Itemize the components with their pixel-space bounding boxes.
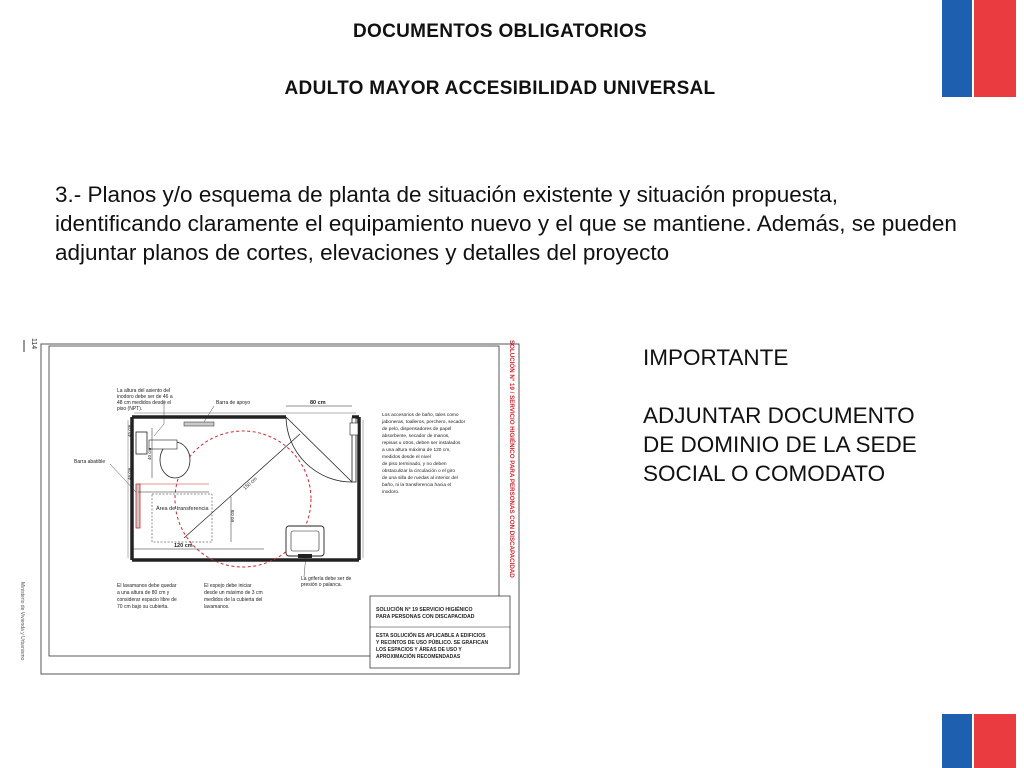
important-line: ADJUNTAR DOCUMENTO <box>643 403 915 428</box>
transfer-area-label: Área de transferencia <box>156 506 209 512</box>
note-sink: El lavamanos debe quedar a una altura de 80 cm y considerar espacio libre de 70 cm bajo su cubierta. <box>117 583 177 610</box>
page-title: DOCUMENTOS OBLIGATORIOS <box>352 21 648 42</box>
note-support-bar: Barra de apoyo <box>216 400 251 406</box>
title-block-description: ESTA SOLUCIÓN ES APLICABLE A EDIFICIOS Y RECINTOS DE USO PÚBLICO. SE GRAFICAN LOS ESPACIOS Y ÁREAS DE USO Y APROXIMACIÓN RECOMENDADAS <box>376 633 489 660</box>
dim-80-label: 80 cm <box>310 400 326 406</box>
floor-plan-drawing <box>14 332 524 677</box>
plan-page-number: 114 <box>30 338 37 350</box>
dim-120-label: 120 cm <box>174 543 193 549</box>
important-line: SOCIAL O COMODATO <box>643 461 886 486</box>
note-faucet: La grifería debe ser de presión o palanca. <box>301 576 352 588</box>
title-block-heading: SOLUCIÓN N° 19 SERVICIO HIGIÉNICO PARA PERSONAS CON DISCAPACIDAD <box>376 607 475 620</box>
note-seat-height: La altura del asiento del inodoro debe ser de 46 a 48 cm medidos desde el piso (NPT). <box>117 388 173 412</box>
important-heading: IMPORTANTE <box>643 345 789 370</box>
dim-46-label: 46 cm <box>127 467 132 480</box>
flag-decoration-bottom <box>942 714 1016 768</box>
page-subtitle: ADULTO MAYOR ACCESIBILIDAD UNIVERSAL <box>284 78 716 99</box>
plan-side-title: SOLUCIÓN N° 19 / SERVICIO HIGIÉNICO PARA PERSONAS CON DISCAPACIDAD <box>508 340 515 578</box>
note-folding-bar: Barra abatible <box>74 459 106 465</box>
dim-60-label: 60 cm <box>230 509 235 522</box>
body-paragraph: 3.- Planos y/o esquema de planta de situación existente y situación propuesta, identificando claramente el equipamiento nuevo y el que se mantiene. Además, se pueden adjuntar planos de cortes, elevaciones y detalles del proyecto <box>55 182 957 265</box>
dim-40-label: 40 cm <box>147 447 152 460</box>
plan-credit: Ministerio de Vivienda y Urbanismo <box>19 582 25 661</box>
dim-150-label: 150 cm <box>242 476 259 492</box>
important-line: DE DOMINIO DE LA SEDE <box>643 432 917 457</box>
dim-45-label: 45 cm <box>127 424 132 437</box>
note-accessories: Los accesorios de baño, tales como jaboneras, toalleros, perchero, secador de pelo, dispensadores de papel absorbente, secador de manos, repisas u otros, deben ser instalados a una altura máxima de 120 cm, medidos desde el nivel de piso terminado, y no deben obstaculizar la circulación o el giro de una silla de ruedas al interior del baño, ni la transferencia hacia el inodoro. <box>382 413 466 495</box>
important-note <box>643 343 973 488</box>
note-mirror: El espejo debe iniciar desde un máximo de 3 cm medidos de la cubierta del lavamanos. <box>204 583 263 610</box>
